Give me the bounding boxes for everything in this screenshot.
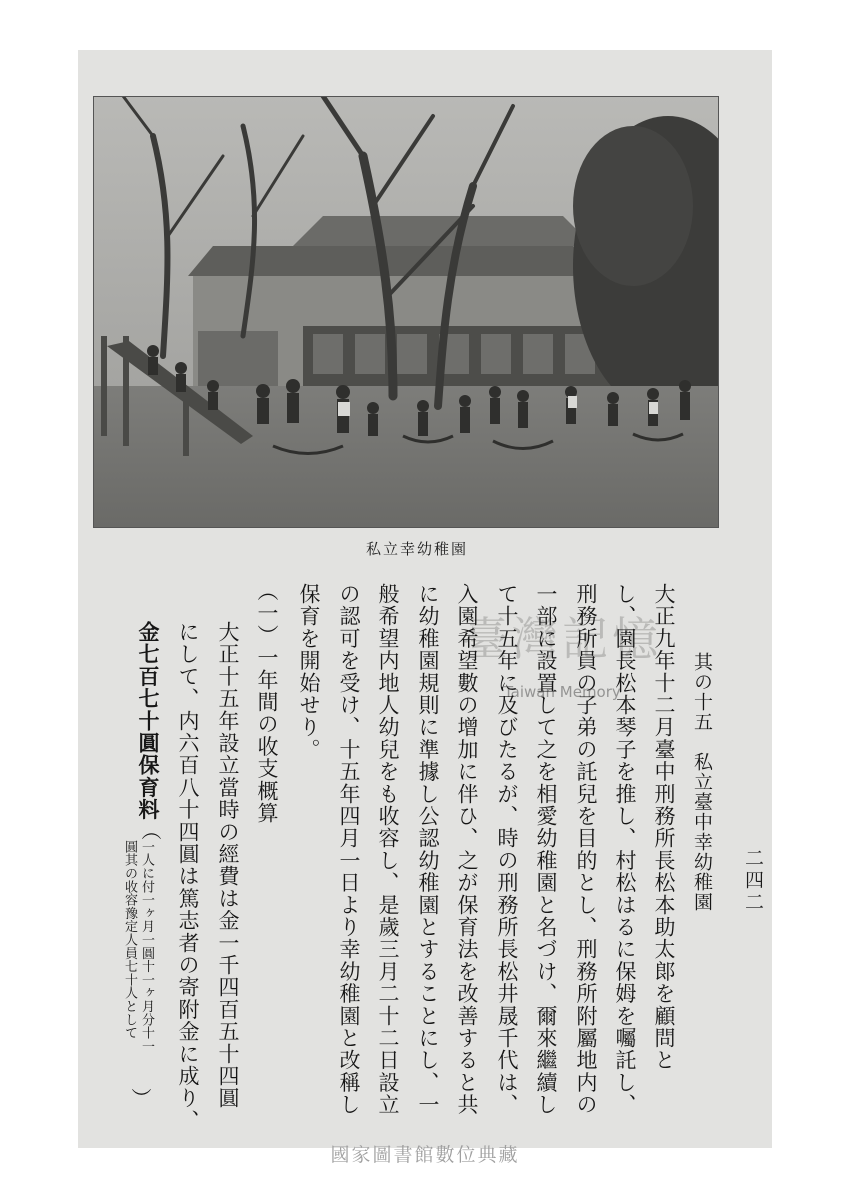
text-column: 大正九年十二月臺中刑務所長松本助太郞を顧問と: [652, 583, 676, 1072]
watermark-title: 臺灣記憶: [462, 612, 662, 666]
fee-note-close-paren: ）: [128, 1088, 152, 1108]
text-column: 般希望内地人幼兒をも收容し、是歲三月二十二日設立: [376, 583, 400, 1116]
text-column: 大正十五年設立當時の經費は金一千四百五十四圓: [216, 621, 240, 1110]
fee-note-open-paren: （: [138, 820, 162, 840]
text-column: 入園希望數の增加に伴ひ、之が保育法を改善すると共: [455, 583, 479, 1116]
text-column: に幼稚園規則に準據し公認幼稚園とすることにし、一: [416, 583, 440, 1116]
photo-caption: 私立幸幼稚園: [366, 539, 469, 558]
kindergarten-photo: [93, 96, 719, 528]
text-column: の認可を受け、十五年四月一日より幸幼稚園と改稱し: [337, 583, 361, 1116]
section-heading: 其の十五 私立臺中幸幼稚園: [691, 652, 713, 912]
text-column: 刑務所員の子弟の託兒を目的とし、刑務所附屬地内の: [574, 583, 598, 1116]
watermark-subtitle: Taiwan Memory: [504, 683, 621, 701]
text-column: て十五年に及びたるが、時の刑務所長松井晟千代は、: [495, 583, 519, 1116]
fee-note-line: 圓其の收容豫定人員七十人として: [122, 840, 137, 1040]
text-column: し、園長松本琴子を推し、村松はるに保姆を囑託し、: [613, 583, 637, 1116]
fee-note-line: 一人に付一ヶ月一圓十一ヶ月分十一: [139, 840, 154, 1053]
page-number: 二四二: [742, 848, 764, 914]
text-column: にして、内六百八十四圓は篤志者の寄附金に成り、: [176, 621, 200, 1132]
subsection-heading: （一）一年間の收支概算: [255, 580, 279, 825]
text-column: 金七百七十圓保育料: [136, 621, 161, 821]
text-column: 保育を開始せり。: [297, 583, 321, 761]
text-column: 一部に設置して之を相愛幼稚園と名づけ、爾來繼續し: [534, 583, 558, 1116]
footer-credit: 國家圖書館數位典藏: [330, 1144, 520, 1166]
